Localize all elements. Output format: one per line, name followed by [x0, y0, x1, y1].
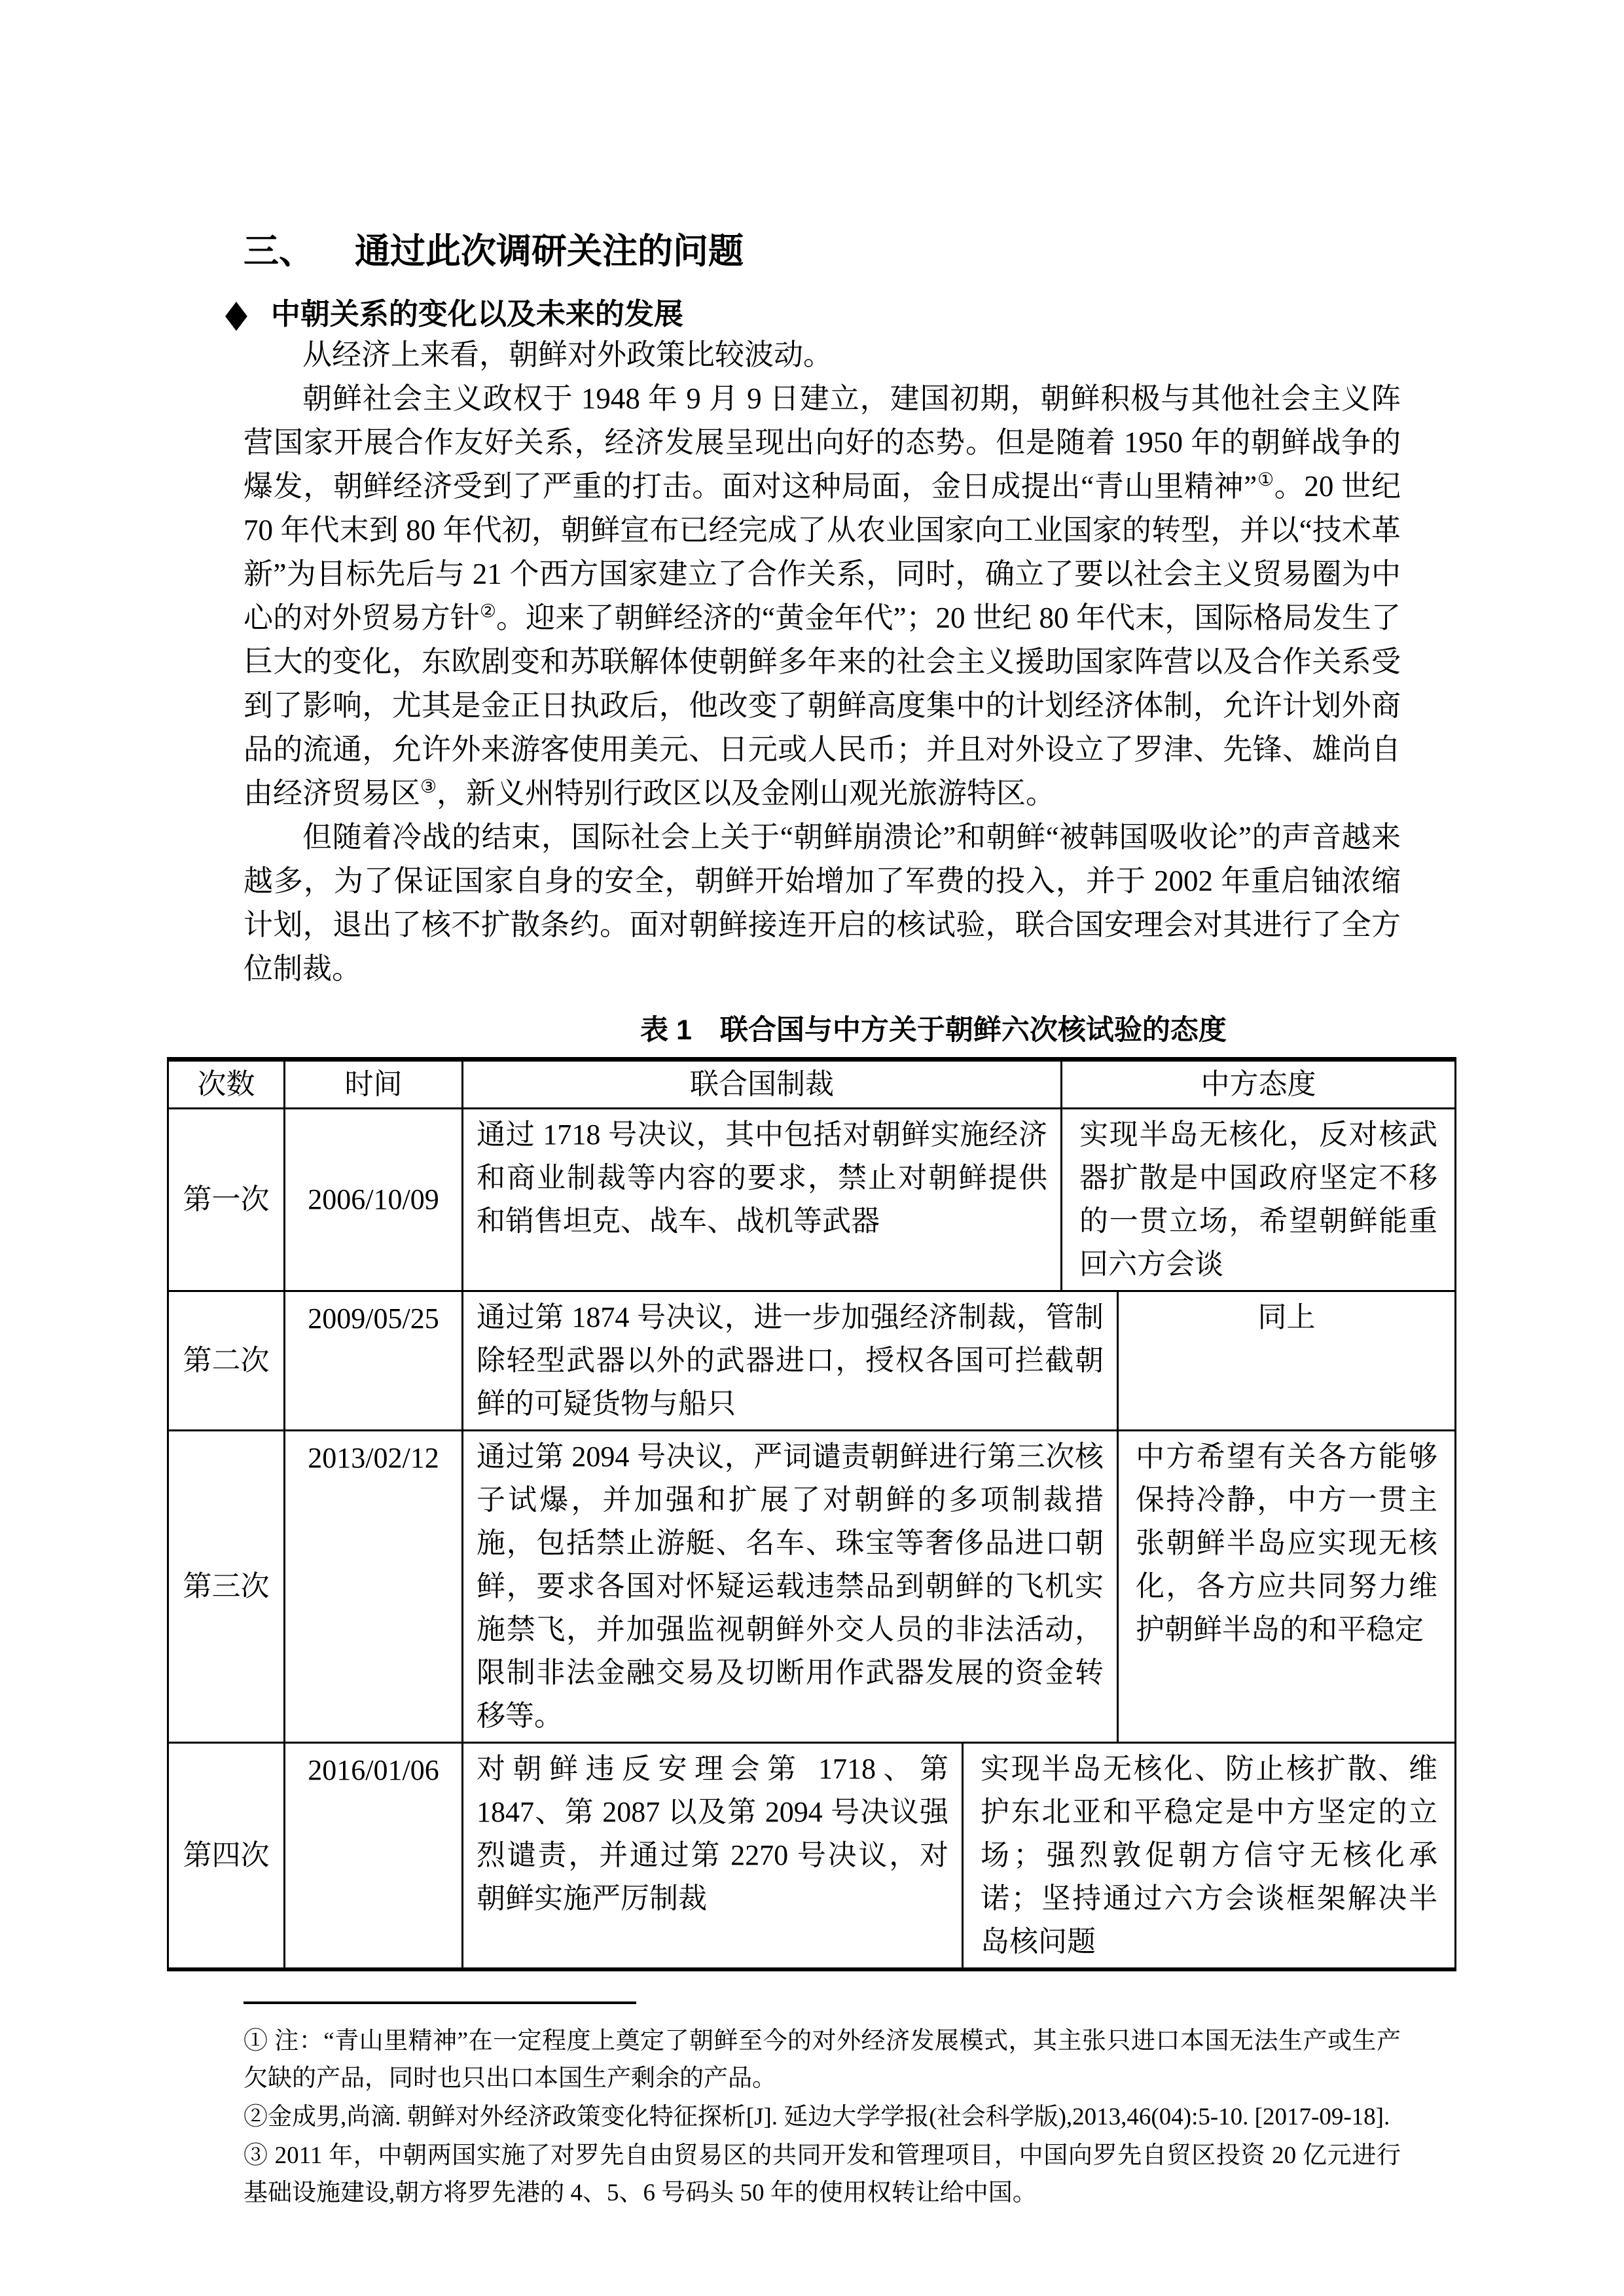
row1-seq-cell [169, 1109, 285, 1290]
row3-seq-cell [169, 1431, 285, 1742]
row1-date-cell [285, 1109, 463, 1290]
row3-un-text: 通过第 2094 号决议，严词谴责朝鲜进行第三次核子试爆，并加强和扩展了对朝鲜的多项制裁措施，包括禁止游艇、名车、珠宝等奢侈品进口朝鲜，要求各国对怀疑运载违禁品到朝鲜的飞机实施禁飞，并加强监视朝鲜外交人员的非法活动，限制非法金融交易及切断用作武器发展的资金转移等。 [477, 1441, 1104, 1732]
table-header-row [169, 1062, 1454, 1109]
row2-seq: 第二次 [183, 1344, 270, 1377]
paragraph-1 [244, 333, 1401, 377]
subsection-heading [225, 294, 1401, 334]
row2-cn-cell [1119, 1292, 1454, 1429]
subsection-title: 中朝关系的变化以及未来的发展 [270, 297, 683, 331]
document-content [183, 0, 1437, 2212]
row1-cn-cell [1062, 1109, 1454, 1290]
paragraph-2-text-b: 。20 世纪 70 年代末到 80 年代初，朝鲜宣布已经完成了从农业国家向工业国家的转型，并以“技术革新”为目标先后与 21 个西方国家建立了合作关系，同时，确立了要以社会主义贸易圈为中心的对外贸易方针 [244, 470, 1401, 635]
row4-seq: 第四次 [183, 1839, 270, 1872]
paragraph-2-text-d: ，新义州特别行政区以及金刚山观光旅游特区。 [437, 777, 1056, 810]
row2-cn-text: 同上 [1257, 1301, 1316, 1334]
footnotes-section [244, 2022, 1401, 2212]
row3-un-cell [463, 1431, 1119, 1742]
section-title: 通过此次调研关注的问题 [355, 232, 744, 271]
row3-date: 2013/02/12 [308, 1442, 439, 1475]
header-label-date: 时间 [344, 1068, 403, 1101]
section-heading [244, 0, 1401, 273]
row4-date: 2016/01/06 [308, 1754, 439, 1787]
header-cell-seq [169, 1062, 285, 1107]
row4-cn-cell [964, 1744, 1454, 1967]
table-caption: 表 1 联合国与中方关于朝鲜六次核试验的态度 [640, 1014, 1227, 1047]
paragraph-3 [244, 816, 1401, 991]
footnote-separator [244, 2001, 636, 2004]
footnote-3: ③ 2011 年，中朝两国实施了对罗先自由贸易区的共同开发和管理项目，中国向罗先自贸区投资 20 亿元进行基础设施建设,朝方将罗先港的 4、5、6 号码头 50 年的使用权转让给中国。 [244, 2142, 1401, 2207]
table-row-3 [169, 1431, 1454, 1744]
header-cell-date [285, 1062, 463, 1107]
row2-un-cell [463, 1292, 1119, 1429]
row3-date-cell [285, 1431, 463, 1742]
row4-un-cell [463, 1744, 964, 1967]
paragraph-2-text-c: 。迎来了朝鲜经济的“黄金年代”；20 世纪 80 年代末，国际格局发生了巨大的变化，东欧剧变和苏联解体使朝鲜多年来的社会主义援助国家阵营以及合作关系受到了影响，尤其是金正日执政后，他改变了朝鲜高度集中的计划经济体制，允许计划外商品的流通，允许外来游客使用美元、日元或人民币；并且对外设立了罗津、先锋、雄尚自由经济贸易区 [244, 601, 1401, 810]
footnote-1: ① 注：“青山里精神”在一定程度上奠定了朝鲜至今的对外经济发展模式，其主张只进口本国无法生产或生产欠缺的产品，同时也只出口本国生产剩余的产品。 [244, 2028, 1401, 2092]
footnote-ref-3: ③ [420, 777, 437, 798]
table-row-4 [169, 1744, 1454, 1967]
row4-seq-cell [169, 1744, 285, 1967]
paragraph-3-text: 但随着冷战的结束，国际社会上关于“朝鲜崩溃论”和朝鲜“被韩国吸收论”的声音越来越多，为了保证国家自身的安全，朝鲜开始增加了军费的投入，并于 2002 年重启铀浓缩计划，退出了核不扩散条约。面对朝鲜接连开启的核试验，联合国安理会对其进行了全方位制裁。 [244, 821, 1401, 986]
row1-date: 2006/10/09 [308, 1183, 439, 1216]
paragraph-1-text: 从经济上来看，朝鲜对外政策比较波动。 [302, 338, 833, 372]
row3-cn-text: 中方希望有关各方能够保持冷静，中方一贯主张朝鲜半岛应实现无核化，各方应共同努力维护朝鲜半岛的和平稳定 [1136, 1441, 1437, 1646]
footnote-ref-1: ① [1257, 470, 1274, 491]
header-label-cn: 中方态度 [1200, 1068, 1316, 1101]
row2-seq-cell [169, 1292, 285, 1429]
row1-seq: 第一次 [183, 1183, 270, 1216]
header-cell-un [463, 1062, 1062, 1107]
row3-cn-cell [1119, 1431, 1454, 1742]
header-label-seq: 次数 [197, 1068, 255, 1101]
row1-un-cell [463, 1109, 1062, 1290]
table-row-1 [169, 1109, 1454, 1292]
paragraph-2-text-a: 朝鲜社会主义政权于 1948 年 9 月 9 日建立，建国初期，朝鲜积极与其他社会主义阵营国家开展合作友好关系，经济发展呈现出向好的态势。但是随着 1950 年的朝鲜战争的爆发，朝鲜经济受到了严重的打击。面对这种局面，金日成提出“青山里精神” [244, 382, 1401, 503]
row1-cn-text: 实现半岛无核化，反对核武器扩散是中国政府坚定不移的一贯立场，希望朝鲜能重回六方会谈 [1079, 1119, 1437, 1281]
row1-un-text: 通过 1718 号决议，其中包括对朝鲜实施经济和商业制裁等内容的要求，禁止对朝鲜提供和销售坦克、战车、战机等武器 [477, 1119, 1047, 1238]
table-row-2 [169, 1292, 1454, 1431]
footnote-ref-2: ② [479, 601, 497, 622]
footnote-2: ②金成男,尚滴. 朝鲜对外经济政策变化特征探析[J]. 延边大学学报(社会科学版),2013,46(04):5-10. [2017-09-18]. [244, 2104, 1390, 2131]
section-number: 三、 [244, 232, 314, 271]
header-cell-cn [1062, 1062, 1454, 1107]
row2-un-text: 通过第 1874 号决议，进一步加强经济制裁，管制除轻型武器以外的武器进口，授权各国可拦截朝鲜的可疑货物与船只 [477, 1301, 1104, 1420]
paragraph-2 [244, 377, 1401, 816]
row4-date-cell [285, 1744, 463, 1967]
row4-un-text: 对朝鲜违反安理会第 1718、第 1847、第 2087 以及第 2094 号决议强烈谴责，并通过第 2270 号决议，对朝鲜实施严厉制裁 [477, 1753, 948, 1915]
sanctions-table [167, 1057, 1456, 1971]
row2-date: 2009/05/25 [308, 1302, 439, 1335]
row4-cn-text: 实现半岛无核化、防止核扩散、维护东北亚和平稳定是中方坚定的立场；强烈敦促朝方信守无核化承诺；坚持通过六方会谈框架解决半岛核问题 [981, 1753, 1437, 1958]
row2-date-cell [285, 1292, 463, 1429]
header-label-un: 联合国制裁 [690, 1068, 834, 1101]
diamond-bullet-icon: ◆ [225, 294, 247, 334]
row3-seq: 第三次 [183, 1570, 270, 1603]
